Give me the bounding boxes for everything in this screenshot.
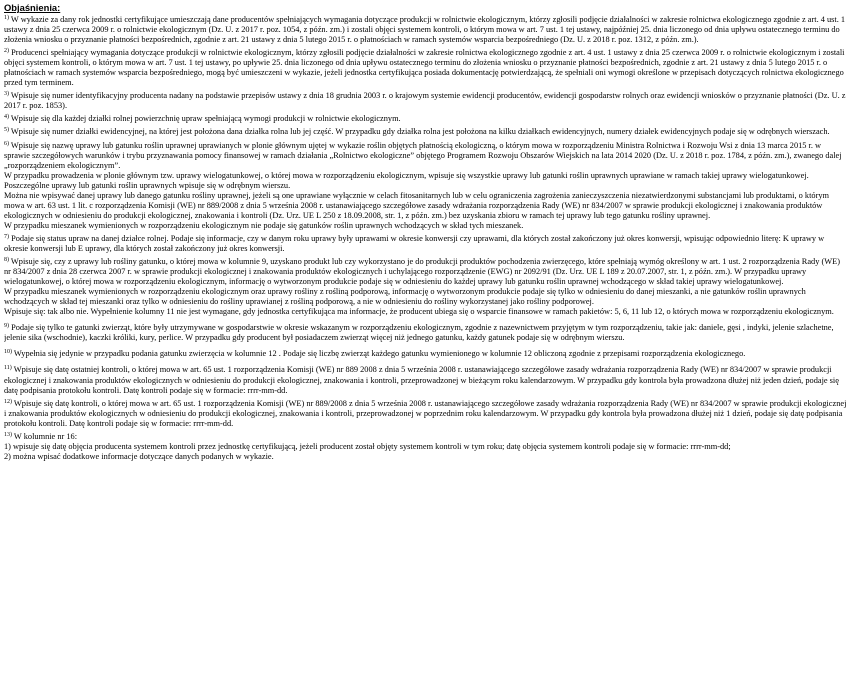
footnote-12 bbox=[4, 399, 849, 429]
footnote-marker: 1) bbox=[4, 15, 9, 21]
footnote-1 bbox=[4, 15, 849, 45]
footnote-2 bbox=[4, 48, 849, 88]
footnote-3 bbox=[4, 91, 849, 111]
footnote-paragraph: W przypadku mieszanek wymienionych w rozporządzeniu ekologicznym nie podaje się gatunków roślin uprawnych wchodzących w skład tych mieszanek. bbox=[4, 220, 524, 230]
footnote-paragraph bbox=[4, 141, 849, 171]
footnote-10 bbox=[4, 349, 849, 359]
footnote-paragraph: 1) wpisuje się datę objęcia producenta systemem kontroli przez jednostkę certyfikującą, jeżeli producent został objęty systemem kontroli w tym roku; datę objęcia systemem kontroli podaje się w formacie: rrrr-mm-dd; bbox=[4, 441, 731, 451]
footnote-marker: 11) bbox=[4, 365, 12, 372]
footnote-7 bbox=[4, 234, 849, 254]
footnote-text: Podaje się status upraw na danej działce rolnej. Podaje się informacje, czy w danym roku uprawy były uprawami w okresie konwersji czy uprawami, dla których został zakończony już okres konwersji, wpisując odpowiednio literę: K uprawy w okresie konwersji lub E uprawy, dla których został zakończony już okres konwersji. bbox=[4, 233, 825, 253]
footnote-text: Wpisuje się, czy z uprawy lub rośliny gatunku, o której mowa w kolumnie 9, uzyskano produkt lub czy wykorzystano je do produkcji produktów pochodzenia zwierzęcego, które spełniają wymóg określony w art. 1 ust. 2 rozporządzenia Rady (WE) nr 834/2007 z dnia 28 czerwca 2007 r. w sprawie produkcji ekologicznej i znakowania produktów ekologicznych i uchylającego rozporządzenie (EWG) nr 2092/91 (Dz. Urz. UE L 189 z 20.07.2007, str. 1, z późn. zm.). W przypadku uprawy wielogatunkowej, o której mowa w rozporządzeniu ekologicznym, informację o wytworzonym produkcie podaje się w odniesieniu do każdej uprawy lub gatunku roślin uprawnej wchodzącego w skład takiej uprawy wielogatunkowej. bbox=[4, 257, 840, 287]
footnote-paragraph bbox=[4, 323, 849, 343]
footnote-marker: 6) bbox=[4, 140, 9, 147]
footnote-text: Podaje się tylko te gatunki zwierząt, które były utrzymywane w gospodarstwie w okresie wskazanym w rozporządzeniu ekologicznym, zgodnie z nazewnictwem przyjętym w tym rozporządzeniu, takie jak: daniele, gęsi , indyki, jelenie szlachetne, jelenie sika (wschodnie), kaczki króliki, kury, perlice. W przypadku gdy producent był posiadaczem zwierząt więcej niż jednego gatunku, każdy gatunek podaje się w odrębnym wierszu. bbox=[4, 323, 834, 343]
footnote-text: Wpisuje się numer działki ewidencyjnej, na której jest położona dana działka rolna lub jej część. W przypadku gdy działka rolna jest położona na kilku działkach ewidencyjnych, numery działek ewidencyjnych podaje się w odrębnych wierszach. bbox=[9, 127, 830, 137]
footnote-4 bbox=[4, 114, 849, 124]
footnote-paragraph: Można nie wpisywać danej uprawy lub danego gatunku rośliny uprawnej, jeżeli są one uprawiane wyłącznie w celach fitosanitarnych lub w celu ograniczenia zagrożenia zanieczyszczenia niezatwierdzonymi substancjami lub produktami, o którym mowa w art. 63 ust. 1 lit. c rozporządzenia Komisji (WE) nr 889/2008 z dnia 5 września 2008 r. ustanawiającego szczegółowe zasady wdrażania rozporządzenia Rady (WE) nr 834/2007 w sprawie produkcji ekologicznej i znakowania produktów ekologicznych w odniesieniu do produkcji ekologicznej, znakowania i kontroli (Dz. Urz. UE L 250 z 18.09.2008, str. 1, z późn. zm.) bez uzyskania zbioru w ramach tej uprawy lub tego gatunku rośliny uprawnej. bbox=[4, 190, 830, 220]
footnote-text: Wpisuje się numer identyfikacyjny producenta nadany na podstawie przepisów ustawy z dnia 18 grudnia 2003 r. o krajowym systemie ewidencji producentów, ewidencji gospodarstw rolnych oraz ewidencji wniosków o przyznanie płatności (Dz. U. z 2017 r. poz. 1853). bbox=[4, 91, 846, 111]
footnote-text: W kolumnie nr 16: bbox=[12, 431, 78, 441]
footnote-paragraph bbox=[4, 349, 849, 359]
footnote-marker: 7) bbox=[4, 233, 9, 240]
footnote-marker: 8) bbox=[4, 257, 9, 264]
explanations-page bbox=[4, 2, 849, 672]
footnote-paragraph: Wpisuje się: tak albo nie. Wypełnienie kolumny 11 nie jest wymagane, gdy jednostka certyfikująca ma informacje, że producent ubiega się o wsparcie finansowe w ramach pakietów: 5, 6, 11 lub 12, o których mowa w rozporządzeniu ekologicznym. bbox=[4, 307, 834, 317]
footnote-marker: 5) bbox=[4, 127, 9, 134]
footnote-paragraph bbox=[4, 127, 849, 137]
footnote-paragraph: W przypadku prowadzenia w plonie głównym tzw. uprawy wielogatunkowej, o której mowa w rozporządzeniu ekologicznym, wpisuje się wszystkie uprawy lub gatunki roślin uprawnych uprawiane w ramach takiej uprawy wielogatunkowej. Poszczególne uprawy lub gatunki roślin uprawnych wpisuje się w odrębnym wierszu. bbox=[4, 170, 809, 190]
footnote-paragraph bbox=[4, 91, 849, 111]
footnote-paragraph bbox=[4, 48, 849, 88]
footnote-paragraph bbox=[4, 15, 849, 45]
footnote-13 bbox=[4, 432, 849, 462]
footnote-5 bbox=[4, 127, 849, 137]
footnote-text: Wpisuje się datę ostatniej kontroli, o której mowa w art. 65 ust. 1 rozporządzenia Komisji (WE) nr 889 2008 z dnia 5 września 2008 r. ustanawiającego szczegółowe zasady wdrażania rozporządzenia Rady (WE) nr 834/2007 w sprawie produkcji ekologicznej i znakowania produktów ekologicznych w odniesieniu do produkcji ekologicznej, znakowania i kontroli, przeprowadzonej w bieżącym roku kalendarzowym. W przypadku gdy kontrola była prowadzona dłużej niż jeden dzień, podaje się datę podpisania protokołu kontroli. Datę kontroli podaje się w formacie: rrrr-mm-dd. bbox=[4, 365, 839, 395]
footnote-marker: 10) bbox=[4, 349, 12, 356]
page-title: Objaśnienia: bbox=[4, 2, 61, 13]
footnote-text: Wypełnia się jedynie w przypadku podania gatunku zwierzęcia w kolumnie 12 . Podaje się liczbę zwierząt każdego gatunku wymienionego w kolumnie 12 obliczoną zgodnie z przepisami rozporządzenia ekologicznego. bbox=[12, 349, 746, 359]
footnote-6 bbox=[4, 141, 849, 231]
footnote-paragraph bbox=[4, 399, 849, 429]
footnote-paragraph bbox=[4, 365, 849, 395]
footnote-paragraph bbox=[4, 114, 849, 124]
footnote-text: Wpisuje się nazwę uprawy lub gatunku roślin uprawnej uprawianych w plonie głównym ujętej w wykazie roślin objętych płatnością ekologiczną, o którym mowa w rozporządzeniu Ministra Rolnictwa i Rozwoju Wsi z dnia 13 marca 2015 r. w sprawie szczegółowych warunków i trybu przyznawania pomocy finansowej w ramach działania „Rolnictwo ekologiczne” objętego Programem Rozwoju Obszarów Wiejskich na lata 2014 2020 (Dz. U. z 2018 r. poz. 1784, z późn. zm.), zwanego dalej „rozporządzeniem ekologicznym”. bbox=[4, 140, 842, 170]
footnote-marker: 12) bbox=[4, 398, 12, 405]
footnote-marker: 4) bbox=[4, 114, 9, 121]
footnote-text: W wykazie za dany rok jednostki certyfikujące umieszczają dane producentów spełniających wymagania dotyczące produkcji w rolnictwie ekologicznym, którzy zgłosili podjęcie działalności w zakresie rolnictwa ekologicznego zgodnie z art. 4 ust. 1 ustawy z dnia 25 czerwca 2009 r. o rolnictwie ekologicznym (Dz. U. z 2017 r. poz. 1054, z późn. zm.) i zostali objęci systemem kontroli, o którym mowa w art. 7 ust. 1 tej ustawy, najpóźniej 25. dnia liczonego od dnia upływu ostatecznego terminu do złożenia wniosku o przyznanie płatności bezpośrednich, zgodnie z art. 21 ustawy z dnia 5 lutego 2015 r. o płatnościach w ramach systemów wsparcia bezpośredniego (Dz. U. z 2018 r. poz. 1312, z późn. zm.). bbox=[4, 15, 846, 45]
footnote-8 bbox=[4, 257, 849, 317]
footnote-marker: 3) bbox=[4, 91, 9, 98]
footnote-paragraph bbox=[4, 432, 849, 442]
footnote-paragraph: W przypadku mieszanek wymienionych w rozporządzeniu ekologicznym oraz uprawy rośliny z rośliną podporową, informację o wytworzonym produkcie podaje się tylko w odniesieniu do danej mieszanki, a nie gatunków roślin uprawnych wchodzących w skład tej mieszanki oraz tylko w odniesieniu do rośliny uprawianej z rośliną podporową, a nie w odniesieniu do rośliny wykorzystanej jako rośliny podporowej. bbox=[4, 287, 806, 307]
footnote-text: Producenci spełniający wymagania dotyczące produkcji w rolnictwie ekologicznym, którzy zgłosili podjęcie działalności w zakresie rolnictwa ekologicznego zgodnie z art. 4 ust. 1 ustawy z dnia 25 czerwca 2009 r. o rolnictwie ekologicznym i zostali objęci systemem kontroli, o którym mowa w art. 7 ust. 1 tej ustawy, po upływie 25. dnia liczonego od dnia upływu ostatecznego terminu do złożenia wniosku o przyznanie płatności bezpośrednich, zgodnie z art. 21 ustawy z dnia 5 lutego 2015 r. o płatnościach w ramach systemów wsparcia bezpośredniego, mogą być umieszczeni w wykazie, jeżeli jednostka certyfikująca posiada dokumentację potwierdzającą, że spełniali oni wymogi określone w przepisach dotyczących rolnictwa ekologicznego przed tym terminem. bbox=[4, 48, 845, 88]
footnote-paragraph: 2) można wpisać dodatkowe informacje dotyczące danych podanych w wykazie. bbox=[4, 451, 274, 461]
footnote-9 bbox=[4, 323, 849, 343]
footnote-text: Wpisuje się dla każdej działki rolnej powierzchnię upraw spełniającą wymogi produkcji w rolnictwie ekologicznym. bbox=[9, 114, 401, 124]
footnote-paragraph bbox=[4, 234, 849, 254]
footnote-text: Wpisuje się datę kontroli, o której mowa w art. 65 ust. 1 rozporządzenia Komisji (WE) nr 889/2008 z dnia 5 września 2008 r. ustanawiającego szczegółowe zasady wdrażania rozporządzenia Rady (WE) nr 834/2007 w sprawie produkcji ekologicznej i znakowania produktów ekologicznych w odniesieniu do produkcji ekologicznej, znakowania i kontroli, przeprowadzonej w poprzednim roku kalendarzowym. W przypadku gdy kontrola była prowadzona dłużej niż 1 dzień, podaje się datę podpisania protokołu kontroli. Datę kontroli podaje się w formacie: rrrr-mm-dd. bbox=[4, 398, 847, 428]
footnote-11 bbox=[4, 365, 849, 395]
footnote-marker: 9) bbox=[4, 323, 9, 330]
footnote-paragraph bbox=[4, 257, 849, 287]
footnote-marker: 13) bbox=[4, 431, 12, 438]
footnote-marker: 2) bbox=[4, 48, 9, 55]
